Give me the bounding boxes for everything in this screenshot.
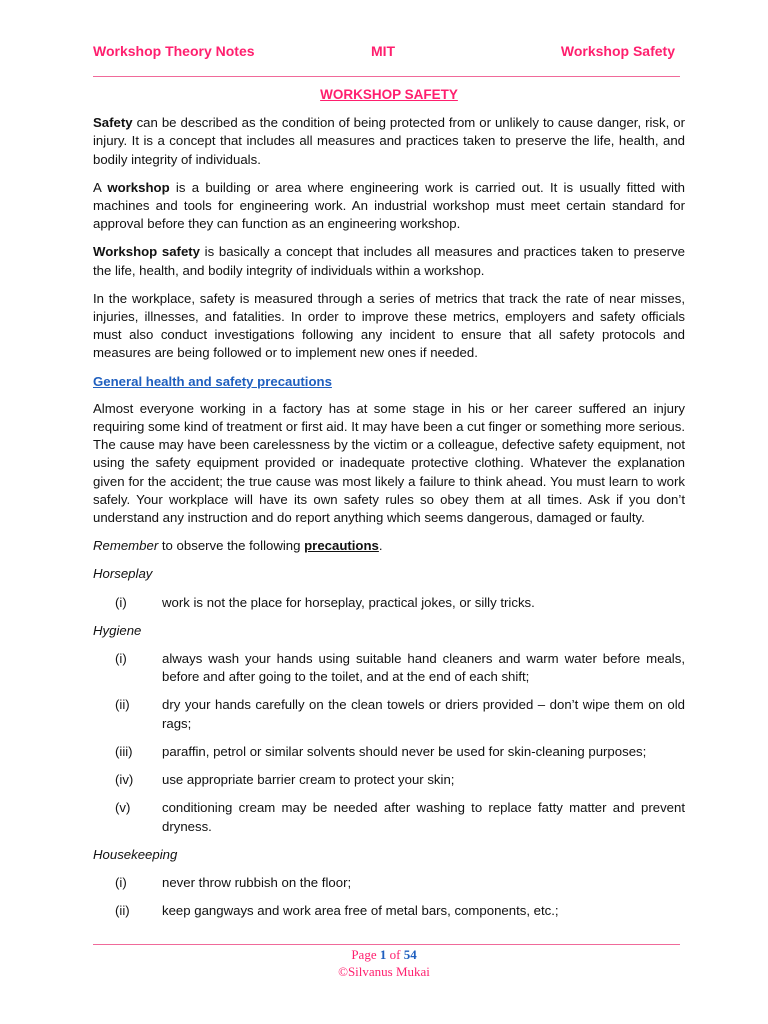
list-item-number: (ii) [115, 903, 130, 919]
hygiene-heading: Hygiene [93, 622, 142, 638]
list-item [93, 743, 685, 761]
list-item [93, 696, 685, 732]
list-item-number: (i) [115, 651, 127, 667]
list-item-number: (v) [115, 800, 131, 816]
header-center-title: MIT [371, 43, 396, 59]
list-item [93, 771, 685, 789]
page-number: 1 [379, 947, 387, 962]
list-item-text: paraffin, petrol or similar solvents should never be used for skin-cleaning purposes; [162, 743, 647, 759]
workshop-definition: is a building or area where engineering work is carried out. It is usually fitted with machines and tools for engineering work. An industrial workshop must meet certain standard for approval before they can function as an engineering workshop. [93, 179, 685, 232]
list-item-text: use appropriate barrier cream to protect your skin; [162, 772, 455, 788]
page-counter [0, 946, 768, 963]
workplace-paragraph: In the workplace, safety is measured through a series of metrics that track the rate of near misses, injuries, illnesses, and fatalities. In order to improve these metrics, employers and safety officials must also conduct investigations following any incident to ensure that all safety protocols and measures are being followed or to implement new ones if needed. [93, 290, 685, 361]
list-item [93, 594, 685, 612]
workshop-safety-term: Workshop safety [93, 244, 201, 260]
list-item [93, 874, 685, 892]
footer-divider [93, 944, 680, 945]
list-item-number: (i) [115, 874, 127, 890]
precautions-keyword: precautions [304, 538, 379, 554]
of-label: of [386, 947, 404, 962]
workshop-safety-paragraph [93, 243, 685, 279]
list-item-number: (iv) [115, 772, 134, 788]
safety-paragraph [93, 114, 685, 169]
safety-term: Safety [93, 115, 133, 131]
page-label: Page [351, 947, 380, 962]
list-item-number: (i) [115, 594, 127, 610]
total-pages: 54 [403, 947, 417, 962]
remember-end: . [378, 538, 383, 554]
horseplay-heading: Horseplay [93, 566, 153, 582]
header-left-title: Workshop Theory Notes [93, 43, 255, 59]
list-item-text: keep gangways and work area free of metal bars, components, etc.; [162, 903, 559, 919]
list-item-number: (ii) [115, 697, 130, 713]
section-heading-general-precautions: General health and safety precautions [93, 373, 332, 389]
housekeeping-heading: Housekeeping [93, 846, 178, 862]
page-header [93, 43, 675, 63]
remember-line [93, 537, 685, 555]
page-title: WORKSHOP SAFETY [320, 87, 458, 102]
list-item-text: always wash your hands using suitable hand cleaners and warm water before meals, before and after going to the toilet, and at the end of each shift; [162, 651, 685, 685]
list-item-number: (iii) [115, 743, 133, 759]
list-item-text: dry your hands carefully on the clean towels or driers provided – don’t wipe them on old rags; [162, 697, 685, 731]
list-item-text: work is not the place for horseplay, practical jokes, or silly tricks. [162, 594, 535, 610]
workshop-safety-definition: is basically a concept that includes all measures and practices taken to preserve the life, health, and bodily integrity of individuals within a workshop. [93, 244, 685, 278]
list-item [93, 799, 685, 835]
page-footer [0, 946, 768, 980]
section-paragraph: Almost everyone working in a factory has at some stage in his or her career suffered an injury requiring some kind of treatment or first aid. It may have been a cut finger or something more serious. The cause may have been carelessness by the victim or a colleague, defective safety equipment, not using the safety equipment provided or inadequate protective clothing. Whatever the explanation given for the accident; the true cause was most likely a failure to think ahead. You must learn to work safely. Your workplace will have its own safety rules so obey them at all times. Ask if you don’t understand any instruction and do report anything which seems dangerous, damaged or faulty. [93, 400, 685, 526]
header-right-title: Workshop Safety [560, 43, 675, 59]
list-item [93, 902, 685, 920]
list-item [93, 650, 685, 686]
remember-middle: to observe the following [158, 538, 305, 554]
workshop-paragraph [93, 179, 685, 234]
header-divider [93, 76, 680, 77]
workshop-term: workshop [107, 179, 170, 195]
copyright-notice: ©Silvanus Mukai [338, 964, 430, 979]
safety-definition: can be described as the condition of being protected from or unlikely to cause danger, risk, or injury. It is a concept that includes all measures and practices taken to preserve the life, health, and bodily integrity of individuals. [93, 115, 685, 167]
page-content [93, 86, 685, 930]
list-item-text: never throw rubbish on the floor; [162, 874, 352, 890]
workshop-prefix: A [93, 179, 108, 195]
list-item-text: conditioning cream may be needed after washing to replace fatty matter and prevent dryness. [162, 800, 685, 834]
remember-lead: Remember [93, 538, 159, 554]
